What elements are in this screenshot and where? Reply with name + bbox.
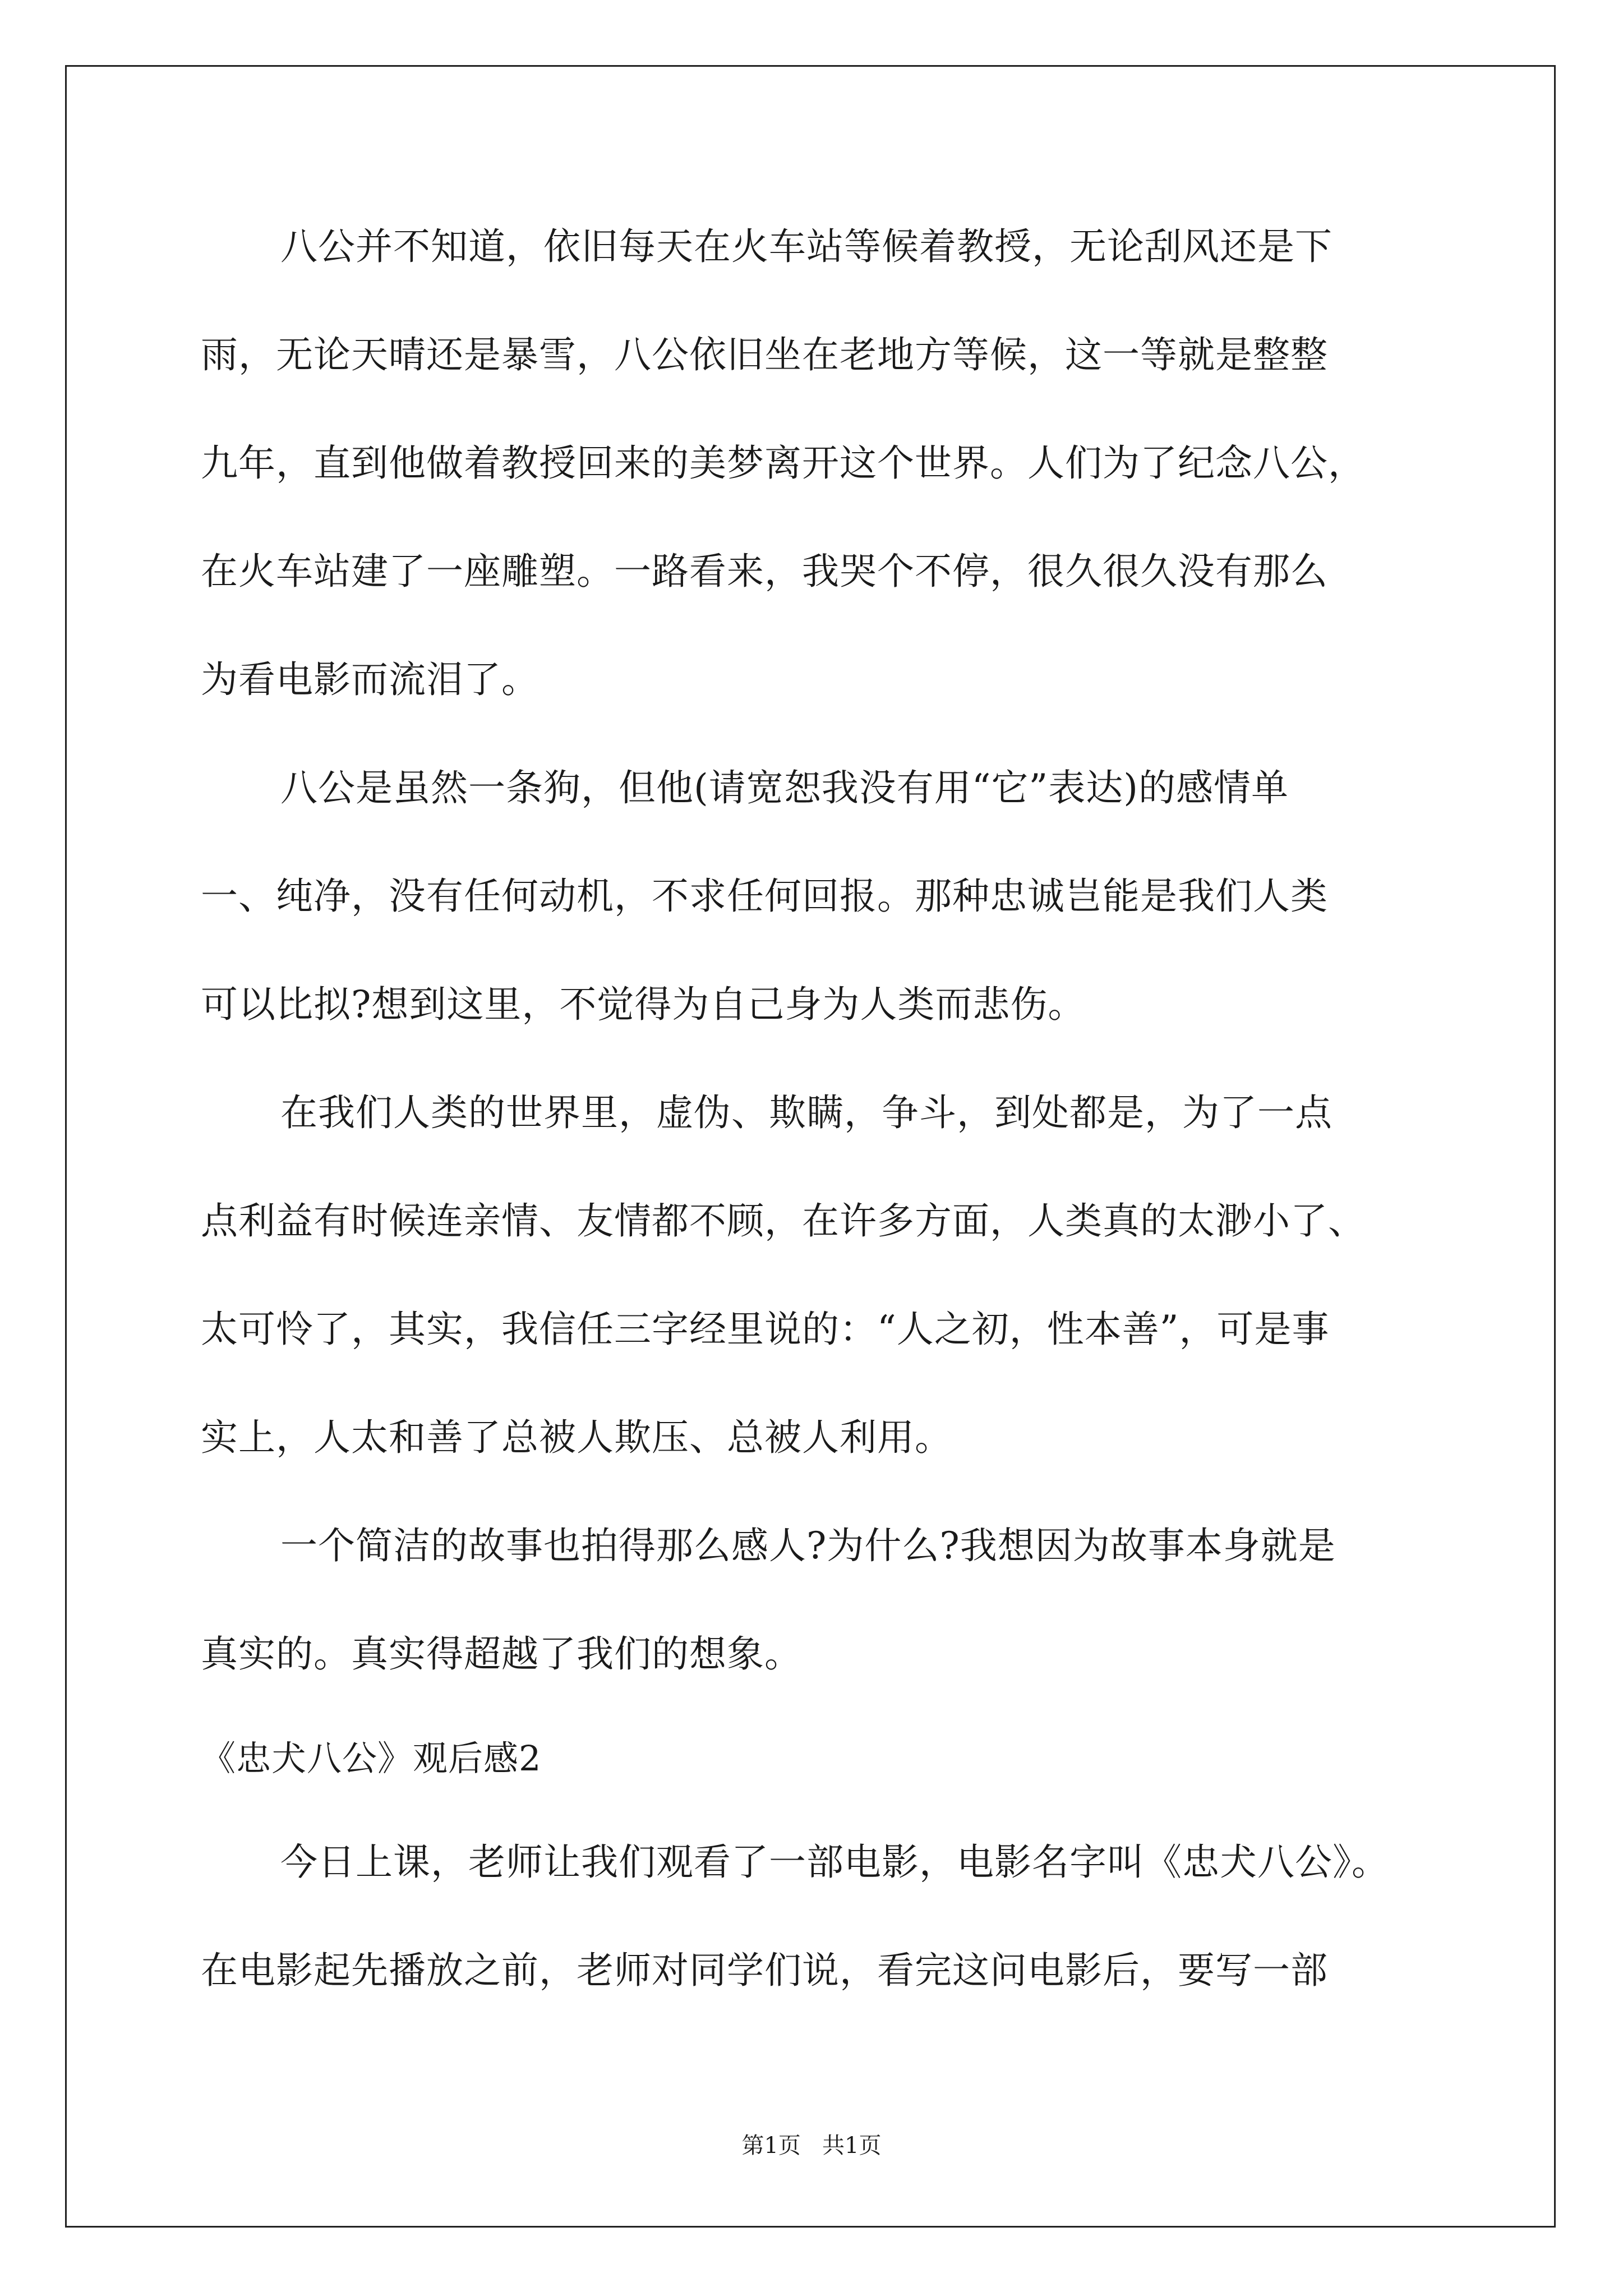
text-line: 真实的。真实得超越了我们的想象。 — [201, 1632, 802, 1676]
text-line: 可以比拟?想到这里，不觉得为自己身为人类而悲伤。 — [201, 983, 1086, 1026]
page-footer: 第1页 共1页 — [741, 2133, 882, 2159]
text-line: 八公是虽然一条狗，但他(请宽恕我没有用“它”表达)的感情单 — [280, 766, 1289, 809]
text-line: 一、纯净，没有任何动机，不求任何回报。那种忠诚岂能是我们人类 — [201, 875, 1328, 918]
text-line: 实上，人太和善了总被人欺压、总被人利用。 — [201, 1416, 952, 1459]
text-line: 点利益有时候连亲情、友情都不顾，在许多方面，人类真的太渺小了、 — [201, 1199, 1366, 1243]
section-heading: 《忠犬八公》观后感2 — [201, 1738, 542, 1779]
text-line: 太可怜了，其实，我信任三字经里说的：“人之初，性本善”，可是事 — [201, 1308, 1330, 1351]
text-line: 在我们人类的世界里，虚伪、欺瞒，争斗，到处都是，为了一点 — [280, 1091, 1332, 1134]
text-line: 在火车站建了一座雕塑。一路看来，我哭个不停，很久很久没有那么 — [201, 550, 1328, 593]
page-border — [65, 65, 1556, 2228]
text-line: 九年，直到他做着教授回来的美梦离开这个世界。人们为了纪念八公， — [201, 441, 1366, 485]
text-line: 一个简洁的故事也拍得那么感人?为什么?我想因为故事本身就是 — [280, 1524, 1336, 1567]
text-line: 雨，无论天晴还是暴雪，八公依旧坐在老地方等候，这一等就是整整 — [201, 333, 1328, 376]
text-line: 为看电影而流泪了。 — [201, 658, 539, 701]
text-line: 八公并不知道，依旧每天在火车站等候着教授，无论刮风还是下 — [280, 225, 1332, 268]
text-line: 今日上课，老师让我们观看了一部电影，电影名字叫《忠犬八公》。 — [280, 1841, 1389, 1884]
text-line: 在电影起先播放之前，老师对同学们说，看完这问电影后，要写一部 — [201, 1949, 1328, 1992]
